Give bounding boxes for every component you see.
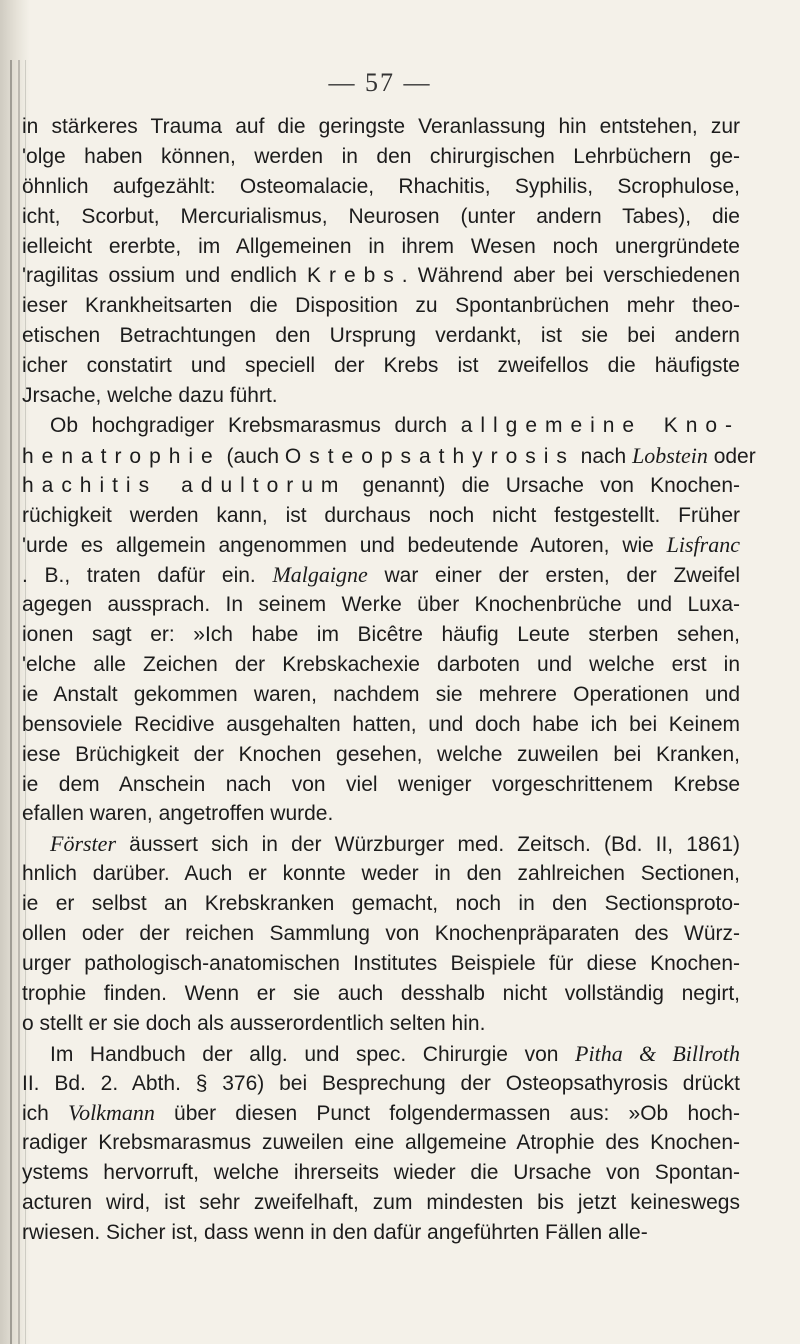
- text-line: 'elche alle Zeichen der Krebskachexie darboten und welche erst in: [22, 653, 740, 677]
- text-line: ielleicht ererbte, im Allgemeinen in ihrem Wesen noch unergründete: [22, 234, 740, 258]
- text-line: II. Bd. 2. Abth. § 376) bei Besprechung der Osteopsathyrosis drückt: [22, 1071, 740, 1095]
- text-line: Ob hochgradiger Krebsmarasmus durch allgemeine Kno-: [50, 413, 740, 437]
- text-line: Jrsache, welche dazu führt.: [22, 384, 278, 408]
- author-name: Pitha & Billroth: [575, 1040, 740, 1066]
- page-number: — 57 —: [328, 68, 432, 97]
- text-line: ieser Krankheitsarten die Disposition zu Spontanbrüchen mehr theo-: [22, 294, 740, 318]
- author-name: Lobstein: [632, 442, 708, 468]
- emphasized-term: henatrophie: [22, 444, 221, 468]
- text-line: rüchigkeit werden kann, ist durchaus noch nicht festgestellt. Früher: [22, 503, 740, 527]
- text-line: ollen oder der reichen Sammlung von Knochenpräparaten des Würz-: [22, 922, 740, 946]
- text-line: Im Handbuch der allg. und spec. Chirurgie von Pitha & Billroth: [50, 1040, 740, 1066]
- text-line: urger pathologisch-anatomischen Institutes Beispiele für diese Knochen-: [22, 951, 740, 975]
- author-name: Förster: [50, 831, 116, 857]
- text-line: radiger Krebsmarasmus zuweilen eine allgemeine Atrophie des Knochen-: [22, 1131, 740, 1155]
- emphasized-term: Krebs: [307, 264, 402, 288]
- body-text: [22, 112, 756, 1248]
- text-line: agegen aussprach. In seinem Werke über Knochenbrüche und Luxa-: [22, 593, 740, 617]
- text-line: ystems hervorruft, welche ihrerseits wieder die Ursache von Spontan-: [22, 1161, 740, 1185]
- text-line: bensoviele Recidive ausgehalten hatten, und doch habe ich bei Keinem: [22, 712, 740, 736]
- text-line: hnlich darüber. Auch er konnte weder in den zahlreichen Sectionen,: [22, 862, 740, 886]
- text-line: rwiesen. Sicher ist, dass wenn in den dafür angeführten Fällen alle-: [22, 1220, 648, 1244]
- text-line: in stärkeres Trauma auf die geringste Veranlassung hin entstehen, zur: [22, 115, 740, 138]
- binding-edge-line: [18, 60, 20, 1344]
- text-line: efallen waren, angetroffen wurde.: [22, 802, 334, 826]
- text-line: 'urde es allgemein angenommen und bedeutende Autoren, wie Lisfranc: [22, 532, 740, 558]
- text-line: iese Brüchigkeit der Knochen gesehen, welche zuweilen bei Kranken,: [22, 742, 740, 766]
- author-name: Volkmann: [68, 1100, 155, 1126]
- binding-edge-line: [10, 60, 12, 1344]
- emphasized-term: allgemeine Kno-: [460, 413, 740, 437]
- text-line: ie Anstalt gekommen waren, nachdem sie mehrere Operationen und: [22, 682, 740, 706]
- text-line: 'olge haben können, werden in den chirurgischen Lehrbüchern ge-: [22, 144, 740, 168]
- text-line: ionen sagt er: »Ich habe im Bicêtre häufig Leute sterben sehen,: [22, 623, 740, 647]
- text-line: hachitis adultorum genannt) die Ursache von Knochen-: [22, 473, 740, 497]
- text-line: trophie finden. Wenn er sie auch desshalb nicht vollständig negirt,: [22, 981, 740, 1005]
- text-line: . B., traten dafür ein. Malgaigne war einer der ersten, der Zweifel: [22, 562, 740, 588]
- text-line: acturen wird, ist sehr zweifelhaft, zum mindesten bis jetzt keineswegs: [22, 1191, 740, 1215]
- text-line: öhnlich aufgezählt: Osteomalacie, Rhachitis, Syphilis, Scrophulose,: [22, 174, 740, 198]
- text-line: o stellt er sie doch als ausserordentlich selten hin.: [22, 1011, 486, 1035]
- author-name: Malgaigne: [272, 562, 368, 588]
- text-line: Förster äussert sich in der Würzburger med. Zeitsch. (Bd. II, 1861): [50, 831, 740, 857]
- text-line: ie dem Anschein nach von viel weniger vorgeschrittenem Krebse: [22, 772, 740, 796]
- text-line: icher constatirt und speciell der Krebs ist zweifellos die häufigste: [22, 354, 740, 378]
- emphasized-term: Osteopsathyrosis: [284, 444, 575, 468]
- author-name: Lisfranc: [666, 532, 740, 558]
- text-line: etischen Betrachtungen den Ursprung verdankt, ist sie bei andern: [22, 324, 740, 348]
- text-line: ie er selbst an Krebskranken gemacht, noch in den Sectionsproto-: [22, 892, 740, 916]
- text-line: icht, Scorbut, Mercurialismus, Neurosen (unter andern Tabes), die: [22, 204, 740, 228]
- emphasized-term: hachitis adultorum: [22, 473, 347, 497]
- text-line: ich Volkmann über diesen Punct folgendermassen aus: »Ob hoch-: [22, 1100, 740, 1126]
- text-line: 'ragilitas ossium und endlich Krebs. Während aber bei verschiedenen: [22, 264, 741, 288]
- text-line: henatrophie (auch Osteopsathyrosis nach Lobstein oder: [22, 442, 756, 468]
